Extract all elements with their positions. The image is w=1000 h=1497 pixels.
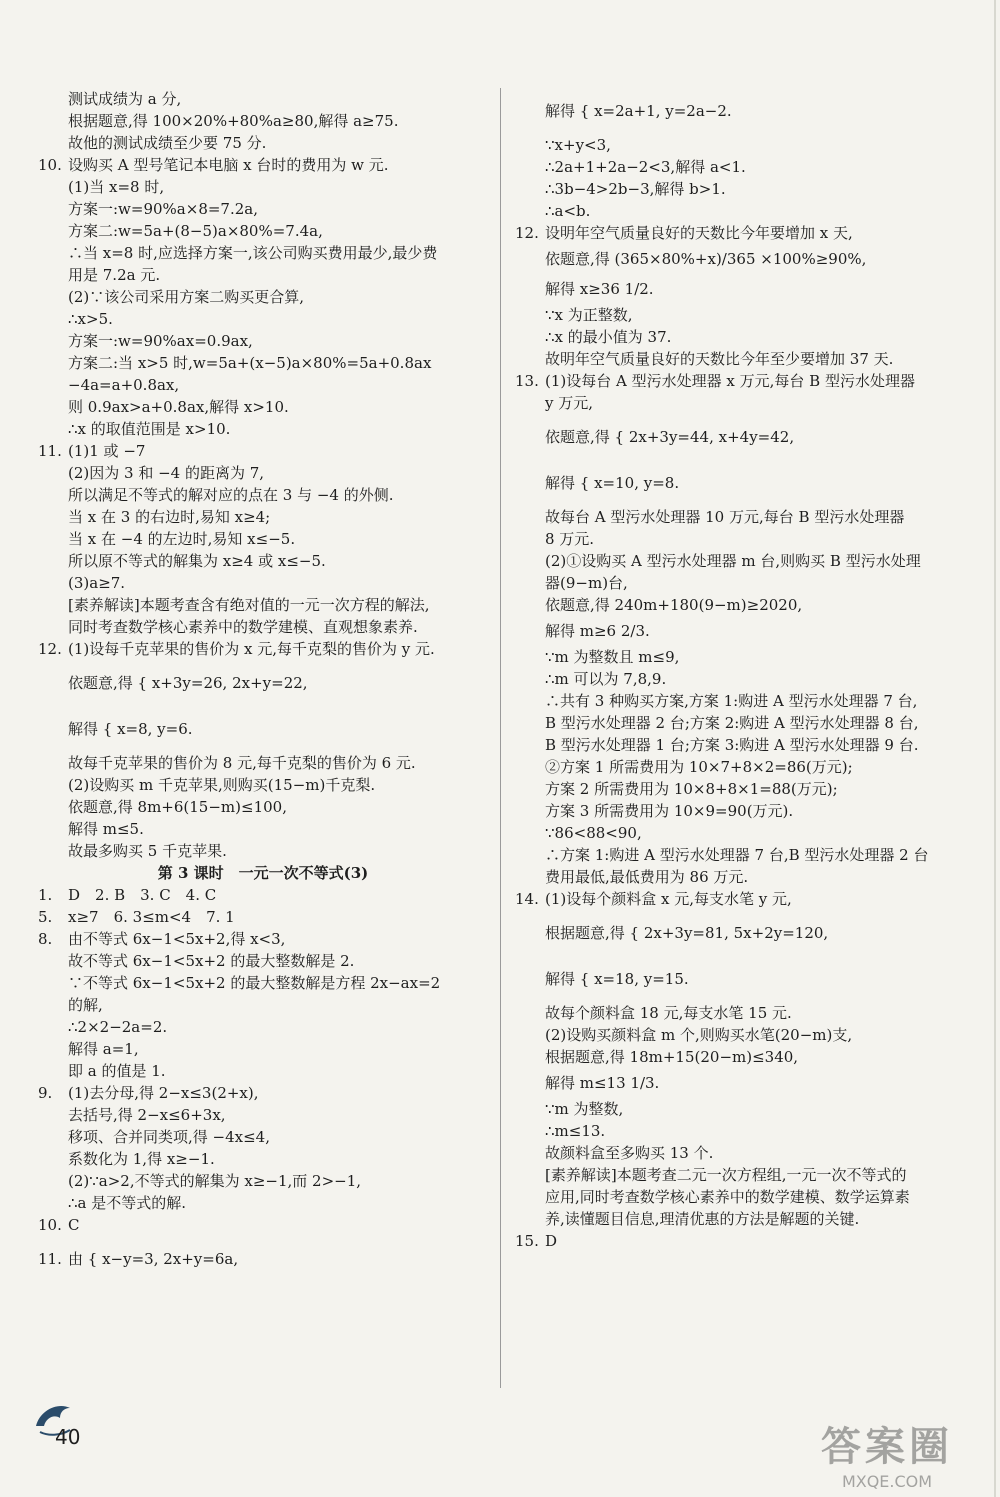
line-text: x≥7 6. 3≤m<4 7. 1 — [68, 908, 235, 926]
item-number: 11. — [38, 442, 62, 460]
line-text: [素养解读]本题考查含有绝对值的一元一次方程的解法, — [68, 596, 430, 614]
line-text: 故每千克苹果的售价为 8 元,每千克梨的售价为 6 元. — [68, 754, 416, 772]
text-line — [38, 706, 488, 752]
line-text: ∴3b−4>2b−3,解得 b>1. — [545, 180, 726, 198]
text-line — [515, 866, 975, 888]
text-line — [515, 1120, 975, 1142]
line-text: ∴m 可以为 7,8,9. — [545, 670, 667, 688]
line-text: 故每台 A 型污水处理器 10 万元,每台 B 型污水处理器 — [545, 508, 905, 526]
text-line — [515, 550, 975, 572]
line-text: ∴2a+1+2a−2<3,解得 a<1. — [545, 158, 746, 176]
text-line — [515, 156, 975, 178]
line-text: [素养解读]本题考查二元一次方程组,一元一次不等式的 — [545, 1166, 907, 1184]
text-line — [515, 712, 975, 734]
line-text: 解得 m≥6 2/3. — [545, 622, 650, 640]
text-line — [38, 198, 488, 220]
text-line — [515, 274, 975, 304]
text-line — [515, 822, 975, 844]
text-line — [515, 668, 975, 690]
text-line — [38, 884, 488, 906]
item-number: 8. — [38, 930, 53, 948]
left-column — [38, 88, 488, 1282]
line-text: 去括号,得 2−x≤6+3x, — [68, 1106, 226, 1124]
line-text: 依题意,得 (365×80%+x)/365 ×100%≥90%, — [545, 250, 867, 268]
line-text: 根据题意,得 { 2x+3y=81, 5x+2y=120, — [545, 924, 829, 942]
text-line — [515, 370, 975, 392]
text-line — [38, 1016, 488, 1038]
text-line — [515, 392, 975, 414]
text-line — [38, 286, 488, 308]
line-text: 应用,同时考查数学核心素养中的数学建模、数学运算素 — [545, 1188, 910, 1206]
line-text: (2)因为 3 和 −4 的距离为 7, — [68, 464, 265, 482]
line-text: (2)设购买 m 千克苹果,则购买(15−m)千克梨. — [68, 776, 376, 794]
text-line — [515, 326, 975, 348]
text-line — [38, 1104, 488, 1126]
line-text: 养,读懂题目信息,理清优惠的方法是解题的关键. — [545, 1210, 860, 1228]
text-line — [515, 572, 975, 594]
line-text: 故明年空气质量良好的天数比今年至少要增加 37 天. — [545, 350, 894, 368]
line-text: (1)当 x=8 时, — [68, 178, 165, 196]
line-text: 依题意,得 8m+6(15−m)≤100, — [68, 798, 287, 816]
text-line — [515, 1208, 975, 1230]
text-line — [38, 796, 488, 818]
text-line — [38, 1082, 488, 1104]
line-text: ∵m 为整数且 m≤9, — [545, 648, 680, 666]
line-text: 故不等式 6x−1<5x+2 的最大整数解是 2. — [68, 952, 355, 970]
line-text: 器(9−m)台, — [545, 574, 628, 592]
line-text: ∴a<b. — [545, 202, 591, 220]
text-line — [38, 352, 488, 374]
text-line — [38, 572, 488, 594]
text-line — [38, 638, 488, 660]
column-divider — [500, 88, 501, 1388]
text-line — [38, 818, 488, 840]
text-line — [515, 528, 975, 550]
text-line — [38, 594, 488, 616]
scan-edge — [994, 0, 996, 1497]
text-line — [38, 242, 488, 264]
text-line — [38, 484, 488, 506]
item-number: 11. — [38, 1250, 62, 1268]
line-text: ∴x 的取值范围是 x>10. — [68, 420, 231, 438]
text-line — [38, 1236, 488, 1282]
line-text: 由不等式 6x−1<5x+2,得 x<3, — [68, 930, 286, 948]
line-text: (2)①设购买 A 型污水处理器 m 台,则购买 B 型污水处理 — [545, 552, 921, 570]
page-number: 40 — [55, 1425, 81, 1449]
line-text: 根据题意,得 18m+15(20−m)≤340, — [545, 1048, 799, 1066]
text-line — [38, 1126, 488, 1148]
text-line — [515, 734, 975, 756]
line-text: ∵x+y<3, — [545, 136, 611, 154]
line-text: ∵x 为正整数, — [545, 306, 633, 324]
line-text: ∵不等式 6x−1<5x+2 的最大整数解是方程 2x−ax=2 — [68, 974, 441, 992]
item-number: 15. — [515, 1232, 539, 1250]
text-line — [515, 134, 975, 156]
item-number: 9. — [38, 1084, 53, 1102]
text-line — [515, 304, 975, 326]
text-line — [515, 690, 975, 712]
text-line — [515, 1046, 975, 1068]
text-line — [515, 88, 975, 134]
text-line — [515, 1024, 975, 1046]
line-text: (1)设每个颜料盒 x 元,每支水笔 y 元, — [545, 890, 792, 908]
text-line — [515, 200, 975, 222]
line-text: 所以满足不等式的解对应的点在 3 与 −4 的外侧. — [68, 486, 394, 504]
text-line — [38, 660, 488, 706]
line-text: ∴x>5. — [68, 310, 113, 328]
line-text: 设购买 A 型号笔记本电脑 x 台时的费用为 w 元. — [68, 156, 389, 174]
line-text: 则 0.9ax>a+0.8ax,解得 x>10. — [68, 398, 289, 416]
line-text: 解得 x≥36 1/2. — [545, 280, 654, 298]
text-line — [38, 994, 488, 1016]
text-line — [38, 506, 488, 528]
line-text: C — [68, 1216, 80, 1234]
text-line — [38, 840, 488, 862]
text-line — [38, 220, 488, 242]
line-text: ∴共有 3 种购买方案,方案 1:购进 A 型污水处理器 7 台, — [545, 692, 918, 710]
line-text: D — [545, 1232, 558, 1250]
text-line — [38, 1148, 488, 1170]
text-line — [515, 756, 975, 778]
line-text: 所以原不等式的解集为 x≥4 或 x≤−5. — [68, 552, 326, 570]
text-line — [38, 154, 488, 176]
line-text: 依题意,得 240m+180(9−m)≥2020, — [545, 596, 803, 614]
line-text: 解得 { x=18, y=15. — [545, 970, 689, 988]
line-text: 解得 m≤13 1/3. — [545, 1074, 660, 1092]
watermark-logo-text: 答案圈 — [821, 1424, 953, 1470]
line-text: (2)∵a>2,不等式的解集为 x≥−1,而 2>−1, — [68, 1172, 362, 1190]
text-line — [38, 862, 488, 884]
text-line — [38, 374, 488, 396]
item-number: 1. — [38, 886, 53, 904]
text-line — [38, 418, 488, 440]
line-text: y 万元, — [545, 394, 594, 412]
line-text: D 2. B 3. C 4. C — [68, 886, 217, 904]
text-line — [38, 616, 488, 638]
text-line — [515, 594, 975, 616]
text-line — [38, 550, 488, 572]
text-line — [38, 972, 488, 994]
line-text: 方案二:w=5a+(8−5)a×80%=7.4a, — [68, 222, 323, 240]
line-text: 同时考查数学核心素养中的数学建模、直观想象素养. — [68, 618, 418, 636]
line-text: 用是 7.2a 元. — [68, 266, 161, 284]
text-line — [515, 1164, 975, 1186]
line-text: ∴a 是不等式的解. — [68, 1194, 187, 1212]
line-text: 解得 { x=2a+1, y=2a−2. — [545, 102, 732, 120]
line-text: 解得 a=1, — [68, 1040, 139, 1058]
line-text: 根据题意,得 100×20%+80%a≥80,解得 a≥75. — [68, 112, 399, 130]
line-text: ②方案 1 所需费用为 10×7+8×2=86(万元); — [545, 758, 853, 776]
text-line — [38, 110, 488, 132]
line-text: 费用最低,最低费用为 86 万元. — [545, 868, 749, 886]
line-text: 第 3 课时 一元一次不等式(3) — [157, 864, 369, 882]
text-line — [515, 800, 975, 822]
text-line — [38, 1038, 488, 1060]
text-line — [38, 176, 488, 198]
text-line — [515, 778, 975, 800]
item-number: 12. — [38, 640, 62, 658]
line-text: B 型污水处理器 1 台;方案 3:购进 A 型污水处理器 9 台. — [545, 736, 919, 754]
line-text: 故最多购买 5 千克苹果. — [68, 842, 227, 860]
text-line — [38, 950, 488, 972]
text-line — [38, 906, 488, 928]
text-line — [515, 1098, 975, 1120]
line-text: ∴m≤13. — [545, 1122, 606, 1140]
text-line — [515, 1230, 975, 1252]
text-line — [38, 1060, 488, 1082]
text-line — [515, 1002, 975, 1024]
line-text: 即 a 的值是 1. — [68, 1062, 166, 1080]
line-text: (2)∵该公司采用方案二购买更合算, — [68, 288, 305, 306]
line-text: 解得 { x=10, y=8. — [545, 474, 680, 492]
line-text: ∵m 为整数, — [545, 1100, 624, 1118]
line-text: ∴x 的最小值为 37. — [545, 328, 672, 346]
text-line — [515, 956, 975, 1002]
text-line — [38, 88, 488, 110]
text-line — [38, 396, 488, 418]
line-text: 当 x 在 3 的右边时,易知 x≥4; — [68, 508, 271, 526]
line-text: 当 x 在 −4 的左边时,易知 x≤−5. — [68, 530, 296, 548]
text-line — [515, 910, 975, 956]
text-line — [38, 1192, 488, 1214]
watermark-url: MXQE.COM — [841, 1472, 933, 1491]
text-line — [515, 616, 975, 646]
line-text: (2)设购买颜料盒 m 个,则购买水笔(20−m)支, — [545, 1026, 853, 1044]
line-text: 方案一:w=90%a×8=7.2a, — [68, 200, 258, 218]
line-text: 测试成绩为 a 分, — [68, 90, 182, 108]
line-text: 解得 m≤5. — [68, 820, 144, 838]
text-line — [515, 414, 975, 460]
right-column — [515, 88, 975, 1252]
line-text: ∵86<88<90, — [545, 824, 642, 842]
item-number: 10. — [38, 156, 62, 174]
line-text: (1)设每台 A 型污水处理器 x 万元,每台 B 型污水处理器 — [545, 372, 915, 390]
text-line — [515, 460, 975, 506]
text-line — [38, 440, 488, 462]
line-text: 故每个颜料盒 18 元,每支水笔 15 元. — [545, 1004, 792, 1022]
line-text: 的解, — [68, 996, 103, 1014]
line-text: ∴2×2−2a=2. — [68, 1018, 168, 1036]
text-line — [38, 928, 488, 950]
line-text: 方案二:当 x>5 时,w=5a+(x−5)a×80%=5a+0.8ax — [68, 354, 432, 372]
text-line — [515, 888, 975, 910]
item-number: 14. — [515, 890, 539, 908]
text-line — [515, 844, 975, 866]
text-line — [515, 1068, 975, 1098]
line-text: 解得 { x=8, y=6. — [68, 720, 193, 738]
item-number: 13. — [515, 372, 539, 390]
text-line — [38, 1214, 488, 1236]
text-line — [38, 752, 488, 774]
text-line — [515, 646, 975, 668]
line-text: ∴方案 1:购进 A 型污水处理器 7 台,B 型污水处理器 2 台 — [545, 846, 929, 864]
line-text: 8 万元. — [545, 530, 595, 548]
text-line — [515, 1142, 975, 1164]
line-text: 设明年空气质量良好的天数比今年要增加 x 天, — [545, 224, 853, 242]
item-number: 5. — [38, 908, 53, 926]
text-line — [515, 348, 975, 370]
line-text: 方案一:w=90%ax=0.9ax, — [68, 332, 253, 350]
text-line — [38, 308, 488, 330]
line-text: 移项、合并同类项,得 −4x≤4, — [68, 1128, 270, 1146]
watermark — [792, 1415, 982, 1491]
text-line — [515, 222, 975, 244]
line-text: 方案 3 所需费用为 10×9=90(万元). — [545, 802, 794, 820]
item-number: 12. — [515, 224, 539, 242]
text-line — [515, 1186, 975, 1208]
line-text: (1)去分母,得 2−x≤3(2+x), — [68, 1084, 259, 1102]
text-line — [515, 506, 975, 528]
line-text: 故他的测试成绩至少要 75 分. — [68, 134, 267, 152]
line-text: ∴当 x=8 时,应选择方案一,该公司购买费用最少,最少费 — [68, 244, 438, 262]
text-line — [38, 462, 488, 484]
text-line — [38, 528, 488, 550]
line-text: 依题意,得 { 2x+3y=44, x+4y=42, — [545, 428, 795, 446]
text-line — [38, 264, 488, 286]
line-text: −4a=a+0.8ax, — [68, 376, 180, 394]
item-number: 10. — [38, 1216, 62, 1234]
text-line — [515, 244, 975, 274]
line-text: B 型污水处理器 2 台;方案 2:购进 A 型污水处理器 8 台, — [545, 714, 919, 732]
line-text: 系数化为 1,得 x≥−1. — [68, 1150, 215, 1168]
text-line — [38, 330, 488, 352]
line-text: 故颜料盒至多购买 13 个. — [545, 1144, 714, 1162]
text-line — [38, 774, 488, 796]
text-line — [515, 178, 975, 200]
line-text: (1)1 或 −7 — [68, 442, 146, 460]
text-line — [38, 1170, 488, 1192]
line-text: 方案 2 所需费用为 10×8+8×1=88(万元); — [545, 780, 838, 798]
line-text: (3)a≥7. — [68, 574, 126, 592]
line-text: 由 { x−y=3, 2x+y=6a, — [68, 1250, 239, 1268]
line-text: (1)设每千克苹果的售价为 x 元,每千克梨的售价为 y 元. — [68, 640, 435, 658]
line-text: 依题意,得 { x+3y=26, 2x+y=22, — [68, 674, 308, 692]
text-line — [38, 132, 488, 154]
